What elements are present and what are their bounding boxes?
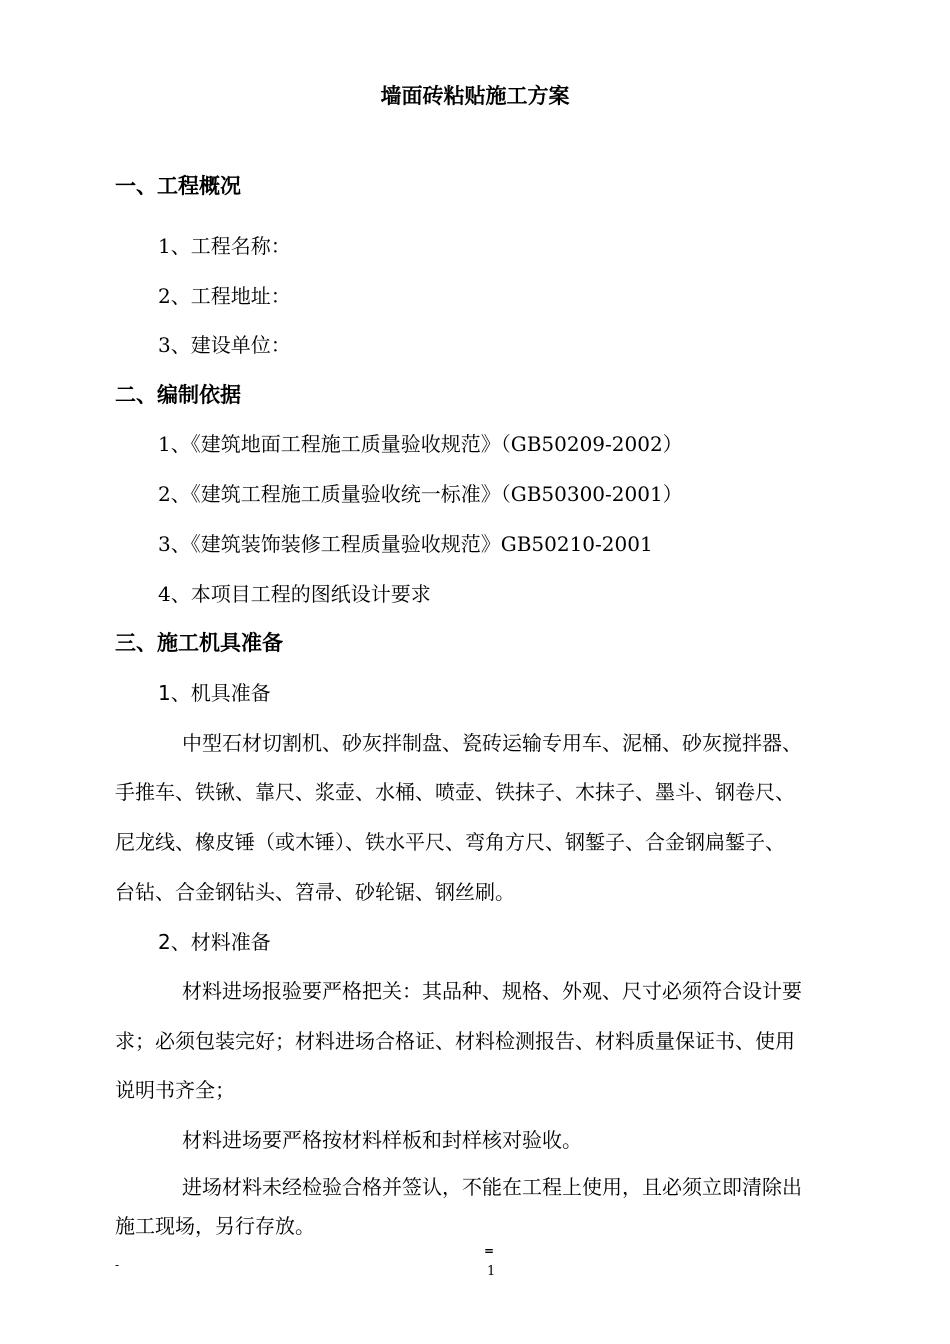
materials-text-line: 材料进场要严格按材料样板和封样核对验收。	[182, 1128, 582, 1152]
basis-item: 2、《建筑工程施工质量验收统一标准》（GB50300-2001）	[158, 482, 683, 506]
materials-text-line: 求；必须包装完好；材料进场合格证、材料检测报告、材料质量保证书、使用	[115, 1029, 795, 1053]
basis-item: 4、本项目工程的图纸设计要求	[158, 582, 431, 606]
page-title: 墙面砖粘贴施工方案	[380, 84, 570, 108]
subheading-tools: 1、机具准备	[158, 681, 271, 705]
footer-mark: =	[484, 1244, 495, 1258]
overview-item-address: 2、工程地址：	[158, 284, 291, 308]
overview-item-owner: 3、建设单位：	[158, 333, 291, 357]
subheading-materials: 2、材料准备	[158, 930, 271, 954]
section-heading-equipment: 三、施工机具准备	[115, 631, 283, 655]
tools-text-line: 尼龙线、橡皮锤（或木锤）、铁水平尺、弯角方尺、钢錾子、合金钢扁錾子、	[115, 830, 785, 854]
footer-dash: -	[115, 1258, 120, 1272]
materials-text-line: 施工现场，另行存放。	[115, 1214, 315, 1238]
section-heading-basis: 二、编制依据	[115, 383, 241, 407]
overview-item-name: 1、工程名称：	[158, 234, 291, 258]
section-heading-overview: 一、工程概况	[115, 174, 241, 198]
materials-text-line: 说明书齐全；	[115, 1078, 235, 1102]
basis-item: 3、《建筑装饰装修工程质量验收规范》GB50210-2001	[158, 532, 653, 556]
tools-text-line: 手推车、铁锹、靠尺、浆壶、水桶、喷壶、铁抹子、木抹子、墨斗、钢卷尺、	[115, 780, 795, 804]
tools-text-line: 中型石材切割机、砂灰拌制盘、瓷砖运输专用车、泥桶、砂灰搅拌器、	[182, 731, 802, 755]
basis-item: 1、《建筑地面工程施工质量验收规范》（GB50209-2002）	[158, 432, 683, 456]
materials-text-line: 材料进场报验要严格把关：其品种、规格、外观、尺寸必须符合设计要	[182, 979, 802, 1003]
page-number: 1	[487, 1264, 496, 1279]
tools-text-line: 台钻、合金钢钻头、笤帚、砂轮锯、钢丝刷。	[115, 880, 515, 904]
materials-text-line: 进场材料未经检验合格并签认，不能在工程上使用，且必须立即清除出	[182, 1175, 802, 1199]
